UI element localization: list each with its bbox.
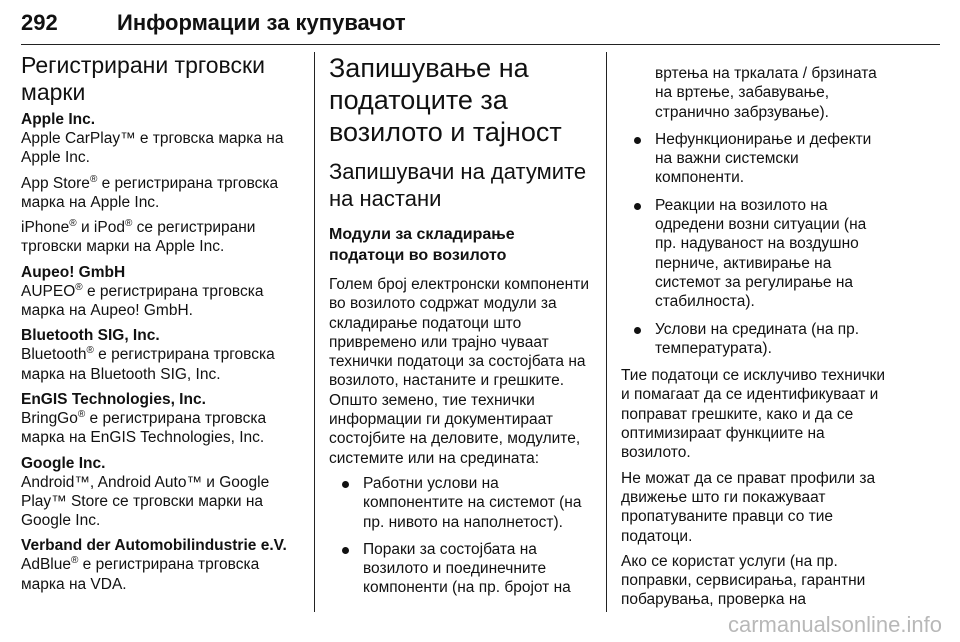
paragraph: Bluetooth® е регистрирана трговска марка на Bluetooth SIG, Inc. bbox=[21, 345, 275, 383]
section-heading: Регистрирани трговски марки bbox=[21, 52, 265, 105]
company-name: Aupeo! GmbH bbox=[21, 263, 126, 281]
list-item: Работни услови на компонентите на системот (на пр. нивото на наполнетост). bbox=[329, 474, 595, 532]
bullet-list bbox=[329, 474, 595, 598]
company-name: Verband der Automobilindustrie e.V. bbox=[21, 537, 287, 555]
paragraph: Apple CarPlay™ е трговска марка на Apple Inc. bbox=[21, 130, 284, 167]
paragraph: Android™, Android Auto™ и Google Play™ Store се трговски марки на Google Inc. bbox=[21, 473, 270, 530]
list-item: Услови на средината (на пр. температурата). bbox=[621, 320, 891, 359]
bullet-icon bbox=[342, 547, 349, 554]
bullet-icon bbox=[634, 137, 641, 144]
subsection-heading: Модули за складирање податоци во возилото bbox=[329, 226, 515, 264]
paragraph: BringGo® е регистрирана трговска марка на EnGIS Technologies, Inc. bbox=[21, 408, 267, 447]
column-data-recording-continued bbox=[621, 64, 891, 616]
paragraph: Голем број електронски компоненти во возилото содржат модули за складирање податоци што привремено или трајно чуваат технички податоци за состојбата на возилото, настаните и грешките. Општо земено, тие технички информации ги документираат состојбите на деловите, модулите, системите или на средината: bbox=[329, 276, 589, 467]
paragraph: AdBlue® е регистрирана трговска марка на VDA. bbox=[21, 555, 260, 593]
column-divider bbox=[606, 52, 607, 612]
paragraph: Тие податоци се исклучиво технички и помагаат да се идентификуваат и поправат грешките, како и да се оптимизираат функциите на возилото. bbox=[621, 367, 885, 462]
company-name: EnGIS Technologies, Inc. bbox=[21, 390, 206, 408]
running-title: Информации за купувачот bbox=[117, 10, 406, 35]
company-name: Apple Inc. bbox=[21, 111, 96, 128]
list-item-continuation: вртења на тркалата / брзината на вртење, забавување, странично забрзување). bbox=[655, 65, 877, 121]
section-title: Запишување на податоците за возилото и тајност bbox=[329, 53, 562, 147]
list-item: Пораки за состојбата на возилото и поединечните компоненти (на пр. бројот на bbox=[329, 540, 595, 598]
column-divider bbox=[314, 52, 315, 612]
bullet-list bbox=[621, 130, 891, 358]
paragraph: Не можат да се прават профили за движење што ги покажуваат пропатуваните правци со тие податоци. bbox=[621, 469, 876, 545]
page-header bbox=[21, 8, 940, 45]
list-item: Реакции на возилото на одредени возни ситуации (на пр. надуваност на воздушно перниче, активирање на системот за регулирање на стабилноста). bbox=[621, 196, 891, 312]
bullet-icon bbox=[342, 481, 349, 488]
bullet-icon bbox=[634, 203, 641, 210]
list-item: Нефункционирање и дефекти на важни системски компоненти. bbox=[621, 130, 891, 188]
section-subtitle: Запишувачи на датумите на настани bbox=[329, 159, 587, 211]
paragraph: App Store® е регистрирана трговска марка на Apple Inc. bbox=[21, 173, 279, 211]
paragraph: iPhone® и iPod® се регистрирани трговски марки на Apple Inc. bbox=[21, 218, 256, 256]
paragraph: Ако се користат услуги (на пр. поправки, сервисирања, гарантни побарувања, проверка на bbox=[621, 552, 866, 609]
page-number: 292 bbox=[21, 10, 58, 35]
company-name: Bluetooth SIG, Inc. bbox=[21, 327, 160, 345]
company-name: Google Inc. bbox=[21, 454, 106, 472]
column-trademarks bbox=[21, 52, 297, 600]
watermark: carmanualsonline.info bbox=[727, 612, 942, 637]
bullet-icon bbox=[634, 327, 641, 334]
column-data-recording bbox=[329, 52, 595, 606]
paragraph: AUPEO® е регистрирана трговска марка на Aupeo! GmbH. bbox=[21, 281, 264, 320]
